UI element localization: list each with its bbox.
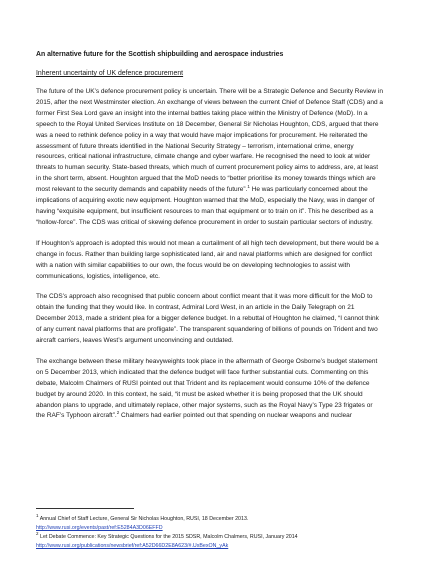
footnote-link[interactable]: http://www.rusi.org/publications/newsbrief/ref:A52D66D2E8A623/#.UxBexON_yAk [36,543,229,549]
paragraph-text: If Houghton’s approach is adopted this would not mean a curtailment of all high tech development, but there would be a change in focus. Rather than building large sophisticated land, air and naval platforms which are designed for conflict with a nation with similar capabilities to our own, the focus would be on developing technologies to assist with communications, logistics, intelligence, etc. [36,239,379,280]
paragraph-4 [36,357,383,422]
footnote-link[interactable]: http://www.rusi.org/events/past/ref:E5284A3D06EFFD [36,525,163,531]
footnote-2 [36,533,383,541]
document-title: An alternative future for the Scottish shipbuilding and aerospace industries [36,51,284,58]
paragraph-1 [36,87,383,229]
footnote-text: Let Debate Commence: Key Strategic Questions for the 2015 SDSR, Malcolm Chalmers, RUSI, January 2014 [40,534,298,540]
footnotes [36,508,383,551]
paragraph-text: The CDS’s approach also recognised that public concern about conflict meant that it was more difficult for the MoD to obtain the funding that they would like. In contrast, Admiral Lord West, in an article in the Daily Telegraph on 21 December 2013, made a strident plea for a bigger defence budget. In a rebuttal of Houghton he claimed, “I cannot think of any current naval platforms that are profligate”. The transparent squandering of billions of pounds on Trident and two aircraft carriers, leaves West’s argument unconvincing and outdated. [36,293,379,345]
paragraph-2 [36,239,383,283]
footnote-separator [36,508,134,509]
paragraph-text: Chalmers had earlier pointed out that spending on nuclear weapons and nuclear [119,412,352,420]
footnote-mark: 2 [116,410,120,416]
paragraph-3 [36,292,383,347]
footnote-1-link-line [36,524,383,532]
footnote-text: Annual Chief of Staff Lecture, General Sir Nicholas Houghton, RUSI, 18 December 2013. [39,516,249,522]
section-heading: Inherent uncertainty of UK defence procurement [36,70,184,77]
footnote-1 [36,515,383,523]
footnote-mark: 1 [247,184,250,189]
footnote-2-link-line [36,542,383,550]
paragraph-text: The future of the UK’s defence procurement policy is uncertain. There will be a Strategic Defence and Security Review in 2015, after the next Westminster election. An exchange of views between the current Chief of Defence Staff (CDS) and a former First Sea Lord gave an insight into the internal battles taking place within the Ministry of Defence (MoD). In a speech to the Royal United Services Institute on 18 December, General Sir Nicholas Houghton, CDS, argued that there was a need to rethink defence policy in a way that would have major implications for procurement. He reiterated the assessment of future threats identified in the National Security Strategy – terrorism, international crime, energy resources, critical national infrastructure, climate change and cyber warfare. He recognised the need to look at wider threats to human security. State-based threats, which much of current procurement policy aims to address, are, at least in the short term, absent. Houghton argued that the MoD needs to “better prioritise its money towards things which are most relevant to the security demands and capability needs of the future”. [36,88,383,194]
footnote-number: 1 [36,513,39,519]
paragraph-text: The exchange between these military heavyweights took place in the aftermath of George Osborne’s budget statement on 5 December 2013, which indicated that the defence budget will face further substantial cuts. Commenting on this debate, Malcolm Chalmers of RUSI pointed out that Trident and its replacement would consume 10% of the defence budget by around 2020. In this context, he said, “it must be asked whether it is being proposed that the UK should abandon plans to upgrade, and ultimately replace, other major systems, such as the Royal Navy’s Type 23 frigates or the RAF’s Typhoon aircraft”. [36,357,378,420]
footnote-number: 2 [36,531,39,537]
paragraph-text: He was particularly concerned about the implications of acquiring exotic new equipment. Houghton warned that the MoD, especially the Navy, was in danger of having “exquisite equipment, but insufficient resources to man that equipment or to train on it”. This he described as a “hollow-force”. The CDS was critical of skewing defence procurement in order to sustain particular sectors of industry. [36,186,375,226]
